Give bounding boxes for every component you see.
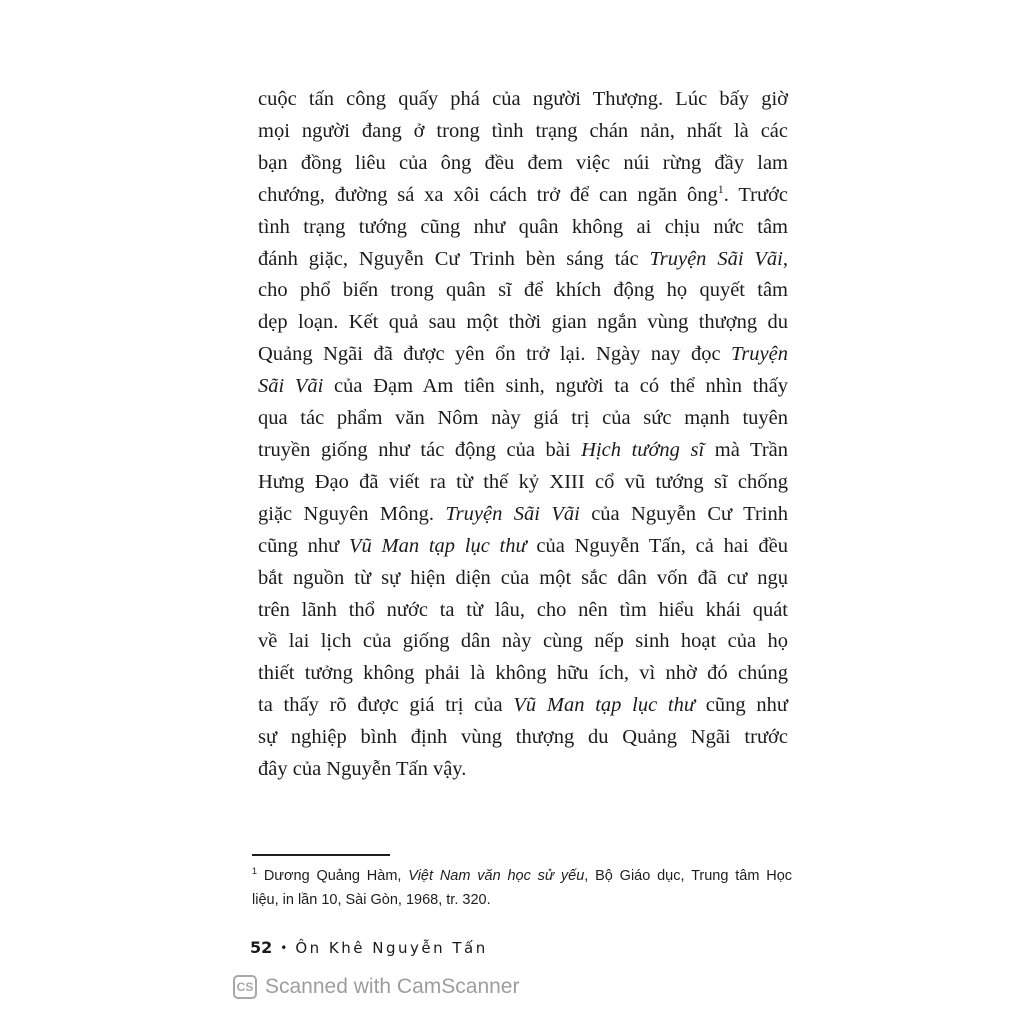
text-run: qua tác phẩm văn Nôm này giá trị của sức mạnh tuyên <box>258 407 788 430</box>
text-run: ta thấy rõ được giá trị của <box>258 694 514 717</box>
body-line <box>258 148 788 180</box>
italic-title: Hịch tướng sĩ <box>581 438 705 461</box>
text-run: liệu, in lần 10, Sài Gòn, 1968, tr. 320. <box>252 892 491 908</box>
text-run: Dương Quảng Hàm, <box>257 868 409 884</box>
body-line <box>258 467 788 499</box>
page-footer <box>250 938 488 957</box>
body-line <box>258 275 788 307</box>
text-run: dẹp loạn. Kết quả sau một thời gian ngắn vùng thượng du <box>258 311 788 334</box>
footnote <box>252 864 792 912</box>
body-line <box>258 339 788 371</box>
italic-title: Sãi Vãi <box>258 375 324 398</box>
footnote-marker: 1 <box>252 866 258 877</box>
text-run: . Trước <box>723 183 789 206</box>
text-run: cuộc tấn công quấy phá của người Thượng. Lúc bấy giờ <box>258 88 788 110</box>
body-line <box>258 403 788 435</box>
italic-title: Truyện Sãi Vãi <box>649 247 783 270</box>
text-run: đánh giặc, Nguyễn Cư Trinh bèn sáng tác <box>258 247 650 270</box>
text-run: truyền giống như tác động của bài <box>258 438 582 461</box>
body-line <box>258 563 788 595</box>
text-run: mà Trần <box>704 438 788 461</box>
footnote-line <box>252 888 792 912</box>
text-run: chướng, đường sá xa xôi cách trở để can ngăn ông <box>258 183 718 206</box>
body-line <box>258 626 788 658</box>
italic-title: Truyện <box>731 343 788 366</box>
italic-title: Việt Nam văn học sử yếu <box>408 868 585 884</box>
text-run: mọi người đang ở trong tình trạng chán nản, nhất là các <box>258 119 788 142</box>
body-line <box>258 531 788 563</box>
body-line <box>258 690 788 722</box>
footnote-marker: 1 <box>717 181 724 196</box>
text-run: về lai lịch của giống dân này cùng nếp sinh hoạt của họ <box>258 630 788 653</box>
body-line <box>258 212 788 244</box>
body-line <box>258 244 788 276</box>
text-run: trên lãnh thổ nước ta từ lâu, cho nên tìm hiểu khái quát <box>258 598 788 621</box>
text-run: cũng như <box>258 534 349 557</box>
text-run: Hưng Đạo đã viết ra từ thế kỷ XIII cổ vũ tướng sĩ chống <box>258 470 788 493</box>
body-text <box>258 84 788 786</box>
text-run: bắt nguồn từ sự hiện diện của một sắc dân vốn đã cư ngụ <box>258 566 788 589</box>
body-line <box>258 595 788 627</box>
camscanner-watermark <box>233 975 519 999</box>
text-run: cho phổ biến trong quân sĩ để khích động họ quyết tâm <box>258 279 788 302</box>
body-line <box>258 658 788 690</box>
text-run: của Đạm Am tiên sinh, người ta có thể nhìn thấy <box>323 375 788 398</box>
text-run: , <box>782 247 789 270</box>
footnote-divider <box>252 854 390 856</box>
body-line <box>258 180 788 212</box>
body-line <box>258 499 788 531</box>
camscanner-logo-icon: CS <box>233 975 257 999</box>
italic-title: Vũ Man tạp lục thư <box>513 694 696 717</box>
watermark-text: Scanned with CamScanner <box>265 975 520 998</box>
page-number: 52 <box>250 938 273 957</box>
body-line <box>258 435 788 467</box>
text-run: tình trạng tướng cũng như quân không ai chịu nức tâm <box>258 215 788 238</box>
text-run: thiết tưởng không phải là không hữu ích, vì nhờ đó chúng <box>258 662 788 685</box>
text-run: Quảng Ngãi đã được yên ổn trở lại. Ngày nay đọc <box>258 343 732 366</box>
text-run: cũng như <box>695 694 788 717</box>
text-run: của Nguyễn Cư Trinh <box>579 502 789 525</box>
footer-separator: • <box>280 940 288 955</box>
body-line <box>258 116 788 148</box>
italic-title: Truyện Sãi Vãi <box>445 502 580 525</box>
body-line <box>258 84 788 116</box>
text-run: của Nguyễn Tấn, cả hai đều <box>526 534 788 557</box>
body-line <box>258 307 788 339</box>
text-run: giặc Nguyên Mông. <box>258 502 446 525</box>
italic-title: Vũ Man tạp lục thư <box>348 534 527 557</box>
body-line <box>258 371 788 403</box>
text-run: bạn đồng liêu của ông đều đem việc núi rừng đầy lam <box>258 151 788 174</box>
book-author: Ôn Khê Nguyễn Tấn <box>295 938 488 957</box>
footnote-line <box>252 864 792 888</box>
body-line <box>258 754 788 786</box>
text-run: đây của Nguyễn Tấn vậy. <box>258 758 467 781</box>
text-run: , Bộ Giáo dục, Trung tâm Học <box>584 868 793 884</box>
body-line <box>258 722 788 754</box>
text-run: sự nghiệp bình định vùng thượng du Quảng Ngãi trước <box>258 726 788 749</box>
